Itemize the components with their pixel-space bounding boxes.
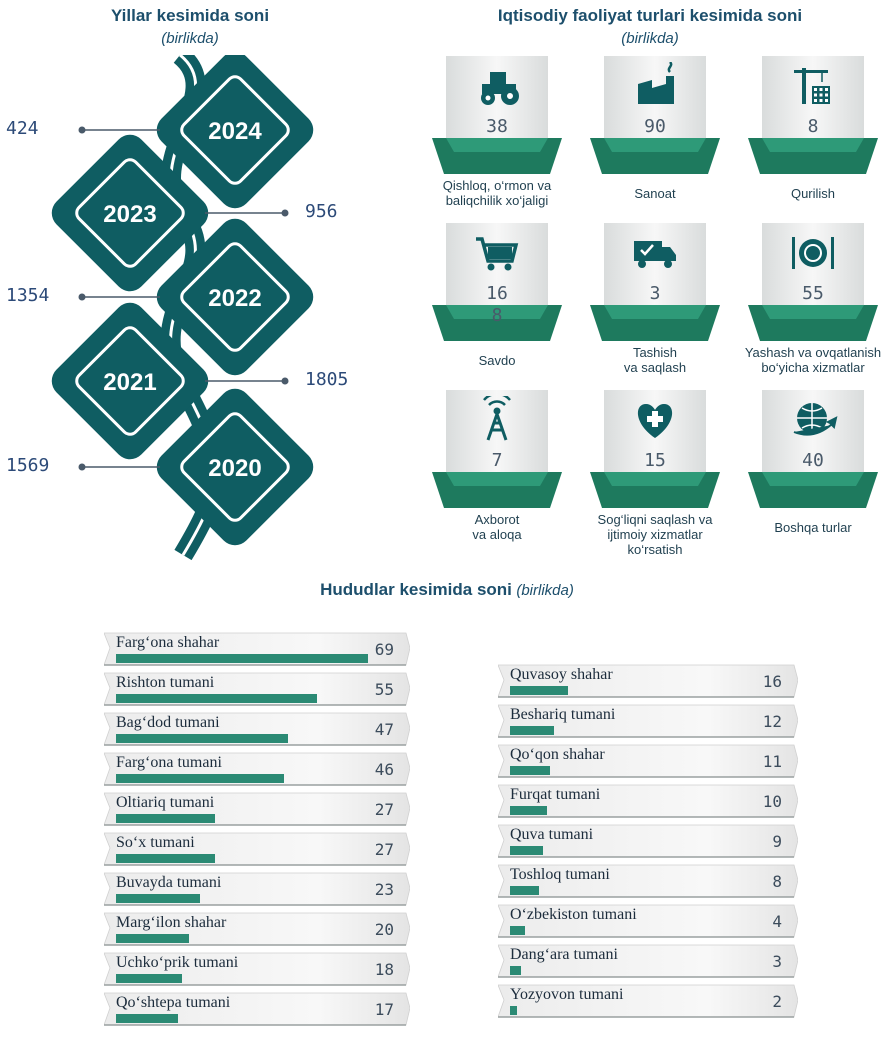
region-row xyxy=(104,952,410,984)
region-name: Qo‘shtepa tumani xyxy=(116,994,231,1011)
years-infographic xyxy=(0,55,400,565)
region-bar xyxy=(116,854,215,863)
region-row xyxy=(104,792,410,824)
region-name: Quvasoy shahar xyxy=(510,666,613,683)
years-subtitle: (birlikda) xyxy=(161,30,219,47)
industry-card xyxy=(748,56,878,206)
region-name: Quva tumani xyxy=(510,826,594,843)
year-label: 2024 xyxy=(208,118,262,145)
year-label: 2023 xyxy=(103,201,157,228)
industry-value: 15 xyxy=(644,450,666,471)
region-bar xyxy=(510,726,554,735)
industry-value-wrap: 8 xyxy=(491,305,503,326)
industry-label-line: Tashish xyxy=(632,345,678,360)
factory-icon xyxy=(590,62,720,114)
industry-label xyxy=(412,353,582,368)
region-row xyxy=(104,752,410,784)
industry-value: 55 xyxy=(802,283,824,304)
region-row xyxy=(104,912,410,944)
industry-label-line: ko‘rsatish xyxy=(627,542,683,557)
region-row xyxy=(498,904,798,936)
industry-label-line: Yashash va ovqatlanish xyxy=(744,345,882,360)
year-label: 2021 xyxy=(103,369,157,396)
region-row xyxy=(498,744,798,776)
industry-label-line: va saqlash xyxy=(623,360,687,375)
region-value: 18 xyxy=(374,960,394,979)
region-bar xyxy=(116,654,368,663)
tractor-icon xyxy=(432,62,562,114)
industry-label-line: Savdo xyxy=(478,353,516,368)
region-value: 16 xyxy=(762,672,782,691)
industry-card xyxy=(748,390,878,540)
region-name: So‘x tumani xyxy=(116,834,195,851)
region-value: 69 xyxy=(374,640,394,659)
region-bar xyxy=(510,686,568,695)
region-name: O‘zbekiston tumani xyxy=(510,906,637,923)
region-row xyxy=(104,992,410,1024)
regions-subtitle: (birlikda) xyxy=(516,582,574,599)
year-value: 424 xyxy=(6,118,39,139)
region-name: Toshloq tumani xyxy=(510,866,610,883)
industry-value: 8 xyxy=(807,116,819,137)
shopping-cart-icon xyxy=(432,229,562,281)
region-row xyxy=(498,704,798,736)
region-name: Farg‘ona tumani xyxy=(116,754,222,771)
industries-subtitle: (birlikda) xyxy=(621,30,679,47)
industry-card xyxy=(432,223,562,373)
regions-title: Hududlar kesimida soni xyxy=(320,580,512,599)
industry-label xyxy=(412,512,582,542)
region-name: Qo‘qon shahar xyxy=(510,746,605,763)
region-value: 27 xyxy=(374,800,394,819)
region-name: Furqat tumani xyxy=(510,786,601,803)
industry-card xyxy=(590,56,720,206)
delivery-truck-icon xyxy=(590,229,720,281)
industry-value: 3 xyxy=(649,283,661,304)
industry-label-line: Qurilish xyxy=(790,186,836,201)
region-bar xyxy=(510,1006,517,1015)
industry-label-line: Qishloq, o‘rmon va xyxy=(442,178,552,193)
region-name: Uchko‘prik tumani xyxy=(116,954,239,971)
region-bar xyxy=(510,966,521,975)
region-row xyxy=(498,784,798,816)
region-value: 47 xyxy=(374,720,394,739)
region-bar xyxy=(510,926,525,935)
industry-label-line: Sog‘liqni saqlash va xyxy=(597,512,713,527)
industry-label xyxy=(570,186,740,201)
region-bar xyxy=(116,774,284,783)
region-row xyxy=(104,712,410,744)
years-title: Yillar kesimida soni xyxy=(110,6,270,25)
region-row xyxy=(498,944,798,976)
region-bar xyxy=(510,766,550,775)
region-name: Yozyovon tumani xyxy=(510,986,624,1003)
year-value: 956 xyxy=(305,201,338,222)
industries-title: Iqtisodiy faoliyat turlari kesimida soni xyxy=(497,6,803,25)
industry-label xyxy=(570,345,740,375)
region-value: 9 xyxy=(772,832,782,851)
industry-label xyxy=(728,520,894,535)
year-value: 1569 xyxy=(6,455,50,476)
industry-label xyxy=(728,186,894,201)
region-name: Marg‘ilon shahar xyxy=(116,914,227,931)
year-value: 1805 xyxy=(305,369,349,390)
region-value: 12 xyxy=(762,712,782,731)
region-row xyxy=(498,864,798,896)
region-row xyxy=(104,632,410,664)
industry-value: 38 xyxy=(486,116,508,137)
region-name: Rishton tumani xyxy=(116,674,215,691)
region-value: 23 xyxy=(374,880,394,899)
region-value: 3 xyxy=(772,952,782,971)
region-row xyxy=(498,984,798,1016)
region-value: 8 xyxy=(772,872,782,891)
industry-label xyxy=(728,345,894,375)
region-value: 4 xyxy=(772,912,782,931)
year-label: 2022 xyxy=(208,285,262,312)
year-value: 1354 xyxy=(6,285,50,306)
antenna-tower-icon xyxy=(432,396,562,448)
region-bar xyxy=(116,734,288,743)
region-row xyxy=(498,664,798,696)
region-row xyxy=(498,824,798,856)
industry-label-line: ijtimoiy xizmatlar xyxy=(607,527,703,542)
region-value: 11 xyxy=(762,752,782,771)
region-name: Beshariq tumani xyxy=(510,706,616,723)
construction-crane-icon xyxy=(748,62,878,114)
region-name: Bag‘dod tumani xyxy=(116,714,220,731)
industry-value: 90 xyxy=(644,116,666,137)
industry-label-line: Sanoat xyxy=(634,186,676,201)
industry-value: 7 xyxy=(491,450,503,471)
region-value: 2 xyxy=(772,992,782,1011)
industry-label-line: bo‘yicha xizmatlar xyxy=(761,360,865,375)
industry-value: 16 xyxy=(486,283,508,304)
medical-heart-icon xyxy=(590,396,720,448)
region-bar xyxy=(116,814,215,823)
region-bar xyxy=(510,846,543,855)
region-value: 17 xyxy=(374,1000,394,1019)
region-value: 46 xyxy=(374,760,394,779)
industry-label-line: va aloqa xyxy=(472,527,522,542)
region-name: Farg‘ona shahar xyxy=(116,634,220,651)
industry-label xyxy=(570,512,740,557)
industry-label-line: Boshqa turlar xyxy=(774,520,852,535)
year-label: 2020 xyxy=(208,455,262,482)
plate-cutlery-icon xyxy=(748,229,878,281)
region-bar xyxy=(116,974,182,983)
industry-label-line: Axborot xyxy=(474,512,520,527)
regions-title-row xyxy=(0,580,894,600)
region-name: Oltiariq tumani xyxy=(116,794,215,811)
region-value: 27 xyxy=(374,840,394,859)
region-name: Dang‘ara tumani xyxy=(510,946,618,963)
region-row xyxy=(104,832,410,864)
region-bar xyxy=(116,694,317,703)
region-row xyxy=(104,872,410,904)
region-bar xyxy=(510,886,539,895)
industry-label xyxy=(412,178,582,208)
region-value: 10 xyxy=(762,792,782,811)
globe-arrow-icon xyxy=(748,396,878,448)
region-bar xyxy=(510,806,547,815)
region-name: Buvayda tumani xyxy=(116,874,222,891)
region-bar xyxy=(116,934,189,943)
region-bar xyxy=(116,894,200,903)
region-bar xyxy=(116,1014,178,1023)
region-row xyxy=(104,672,410,704)
industry-label-line: baliqchilik xo‘jaligi xyxy=(445,193,549,208)
industry-value: 40 xyxy=(802,450,824,471)
region-value: 20 xyxy=(374,920,394,939)
region-value: 55 xyxy=(374,680,394,699)
